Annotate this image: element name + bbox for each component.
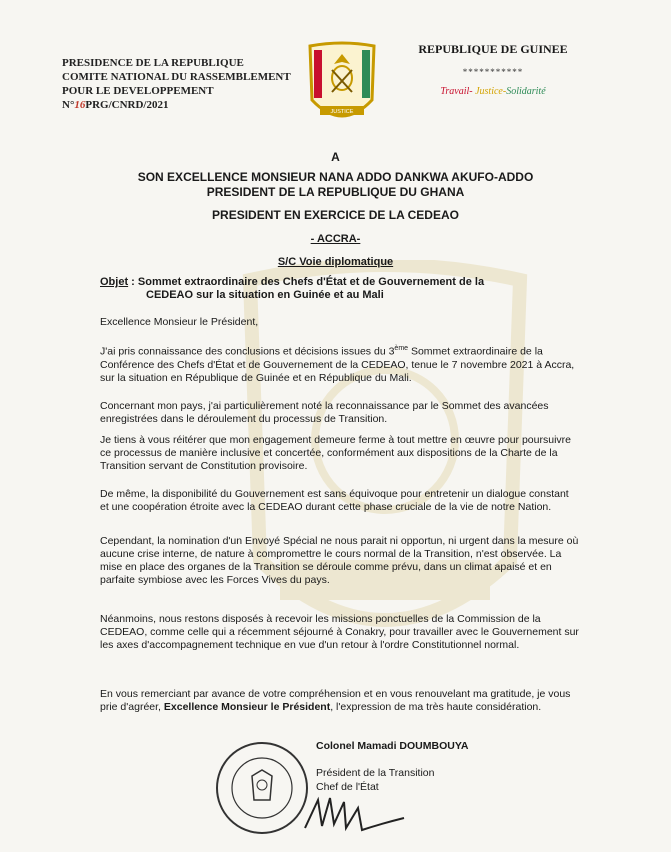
signatory-title-1: Président de la Transition [316,767,435,779]
paragraph-4: De même, la disponibilité du Gouvernement est sans équivoque pour entretenir un dialogue constant et une coopération étroite avec la CEDEAO durant cette phase cruciale de la vie de notre Nation. [100,488,569,513]
guinea-coat-of-arms-icon [306,40,378,132]
national-motto: Travail- Justice-Solidarité [440,86,546,97]
closing-paragraph: En vous remerciant par avance de votre compréhension et en vous renouvelant ma gratitude, je vous prie d'agréer, Excellence Monsieur le Président, l'expression de ma très haute considération. [100,688,571,713]
addressee-name: SON EXCELLENCE MONSIEUR NANA ADDO DANKWA AKUFO-ADDO PRESIDENT DE LA REPUBLIQUE DU GHANA [137,170,534,199]
addressee-role: PRESIDENT EN EXERCICE DE LA CEDEAO [212,208,459,222]
emblem-motto: JUSTICE [330,109,354,115]
paragraph-3: Je tiens à vous réitérer que mon engagement demeure ferme à tout mettre en œuvre pour poursuivre ce processus de manière inclusive et concertée, conformément aux dispositions de la Charte de la Transition servant de Constitution provisoire. [100,434,571,472]
issuer-line-3: POUR LE DEVELOPPEMENT [62,85,214,97]
signatory-title-2: Chef de l'État [316,781,379,793]
delivery-route: S/C Voie diplomatique [277,256,394,268]
reference-number: N°16PRG/CNRD/2021 [62,99,169,111]
issuer-block [62,56,291,112]
signatory-name: Colonel Mamadi DOUMBOUYA [316,740,469,752]
paragraph-6: Néanmoins, nous restons disposés à recevoir les missions ponctuelles de la Commission de la CEDEAO, comme celle qui a récemment séjourné à Conakry, pour travailler avec le Gouvernement sur les axes d'accompagnement technique en vue d'un retour à l'ordre Constitutionnel normal. [100,613,579,651]
paragraph-1: J'ai pris connaissance des conclusions et décisions issues du 3ème Sommet extraordinaire de la Conférence des Chefs d'État et de Gouvernement de la CEDEAO, tenue le 7 novembre 2021 à Accra, sur la situation en République de Guinée et en République du Mali. [100,345,575,384]
issuer-line-1: PRESIDENCE DE LA REPUBLIQUE [62,57,244,69]
salutation: Excellence Monsieur le Président, [100,316,259,328]
republic-block [418,42,568,97]
paragraph-5: Cependant, la nomination d'un Envoyé Spécial ne nous parait ni opportun, ni urgent dans la mesure où aucune crise interne, de nature à compromettre le cours normal de la Transition, n'est observée. La mise en place des organes de la Transition se déroule comme prévu, dans un climat apaisé et en parfaite symbiose avec les Forces Vives du pays. [100,535,579,586]
paragraph-2: Concernant mon pays, j'ai particulièrement noté la reconnaissance par le Sommet des avancées enregistrées dans le déroulement du processus de Transition. [100,400,549,425]
republic-title: REPUBLIQUE DE GUINEE [418,42,568,56]
addressee-city: - ACCRA- [310,233,361,245]
issuer-line-2: COMITE NATIONAL DU RASSEMBLEMENT [62,71,291,83]
subject-line: Objet : Sommet extraordinaire des Chefs d'État et de Gouvernement de la CEDEAO sur la situation en Guinée et au Mali [100,276,485,301]
stars-divider: *********** [462,67,524,77]
handwritten-signature-icon [300,788,410,838]
official-stamp-icon [214,740,310,836]
addressee-a: A [331,150,340,164]
